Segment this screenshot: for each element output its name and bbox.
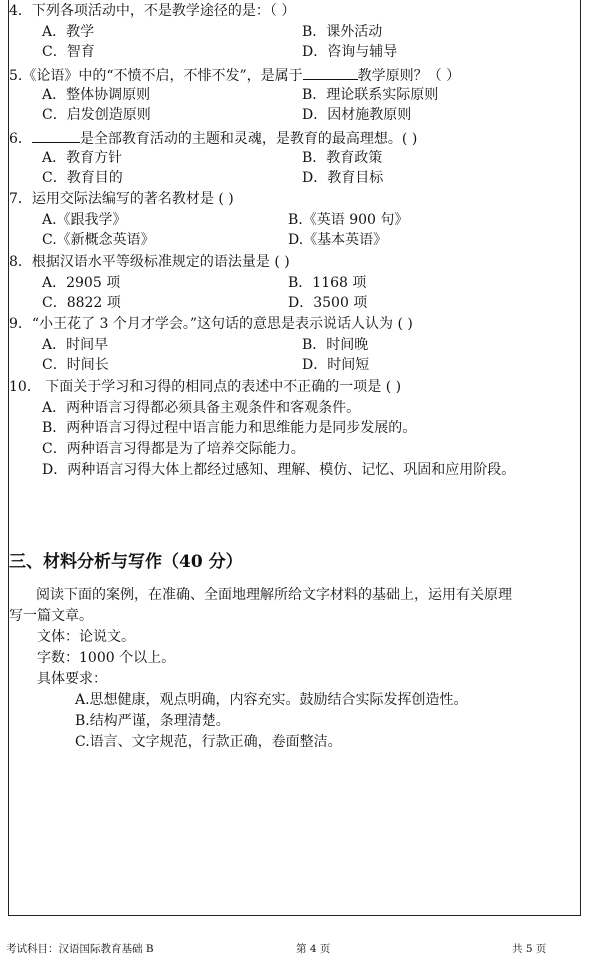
question-10-option-c: C．两种语言习得都是为了培养交际能力。 <box>42 441 305 457</box>
question-9-option-a: A．时间早 <box>42 337 109 353</box>
section-3-word-count: 字数：1000 个以上。 <box>37 650 176 666</box>
question-6-stem-pre: 6． <box>9 131 32 147</box>
section-3-genre: 文体：论说文。 <box>37 629 135 645</box>
question-8-option-c: C．8822 项 <box>42 295 121 311</box>
question-5-option-d: D．因材施教原则 <box>302 107 412 123</box>
question-10-option-b: B．两种语言习得过程中语言能力和思维能力是同步发展的。 <box>42 420 417 436</box>
footer-total-pages: 共 5 页 <box>512 943 547 955</box>
question-8-option-b: B．1168 项 <box>288 275 367 291</box>
question-9-option-d: D．时间短 <box>302 357 370 373</box>
question-6-stem-post: 是全部教育活动的主题和灵魂，是教育的最高理想。( ) <box>79 131 418 147</box>
question-9-option-b: B．时间晚 <box>302 337 369 353</box>
section-3-intro-line-1: 阅读下面的案例，在准确、全面地理解所给文字材料的基础上，运用有关原理 <box>36 587 512 603</box>
question-5-option-c: C．启发创造原则 <box>42 107 151 123</box>
question-4-option-a: A．教学 <box>42 24 95 40</box>
question-6-option-b: B．教育政策 <box>302 150 383 166</box>
section-3-requirement-a: A.思想健康，观点明确，内容充实。鼓励结合实际发挥创造性。 <box>75 692 468 708</box>
footer-page-number: 第 4 页 <box>296 943 331 955</box>
footer-subject: 考试科目：汉语国际教育基础 B <box>6 943 154 955</box>
question-6-stem <box>9 129 417 147</box>
question-5-stem-post: 教学原则？（ ） <box>357 68 461 84</box>
question-9-stem: 9．“小王花了 3 个月才学会。”这句话的意思是表示说话人认为 ( ) <box>9 316 413 332</box>
question-8-option-a: A．2905 项 <box>42 275 121 291</box>
section-3-requirement-b: B.结构严谨，条理清楚。 <box>75 713 230 729</box>
question-4-stem: 4．下列各项活动中，不是教学途径的是：（ ） <box>9 3 296 19</box>
question-7-stem: 7．运用交际法编写的著名教材是 ( ) <box>9 191 234 207</box>
question-5-option-b: B．理论联系实际原则 <box>302 87 439 103</box>
question-5-stem <box>9 66 460 84</box>
question-5-stem-pre: 5.《论语》中的“不愤不启，不悱不发”，是属于 <box>9 68 303 84</box>
question-6-option-d: D．教育目标 <box>302 170 384 186</box>
section-3-intro-line-2: 写一篇文章。 <box>9 608 93 624</box>
question-4-option-b: B．课外活动 <box>302 24 383 40</box>
question-10-option-a: A．两种语言习得都必须具备主观条件和客观条件。 <box>42 400 361 416</box>
question-7-option-c: C.《新概念英语》 <box>42 232 155 248</box>
question-10-stem: 10． 下面关于学习和习得的相同点的表述中不正确的一项是 ( ) <box>9 379 402 395</box>
question-8-option-d: D．3500 项 <box>288 295 368 311</box>
question-6-option-a: A．教育方针 <box>42 150 123 166</box>
answer-blank <box>32 129 80 143</box>
question-7-option-b: B.《英语 900 句》 <box>288 212 409 228</box>
section-3-requirements-label: 具体要求： <box>37 671 107 687</box>
question-5-option-a: A．整体协调原则 <box>42 87 151 103</box>
question-6-option-c: C．教育目的 <box>42 170 123 186</box>
answer-blank <box>303 66 358 80</box>
question-8-stem: 8．根据汉语水平等级标准规定的语法量是 ( ) <box>9 254 290 270</box>
question-9-option-c: C．时间长 <box>42 357 109 373</box>
question-4-option-d: D．咨询与辅导 <box>302 44 398 60</box>
question-10-option-d: D．两种语言习得大体上都经过感知、理解、模仿、记忆、巩固和应用阶段。 <box>42 462 516 478</box>
section-3-title: 三、材料分析与写作（40 分） <box>9 552 243 572</box>
section-3-requirement-c: C.语言、文字规范，行款正确，卷面整洁。 <box>75 734 342 750</box>
question-7-option-d: D.《基本英语》 <box>288 232 388 248</box>
question-7-option-a: A.《跟我学》 <box>42 212 127 228</box>
question-4-option-c: C．智育 <box>42 44 95 60</box>
